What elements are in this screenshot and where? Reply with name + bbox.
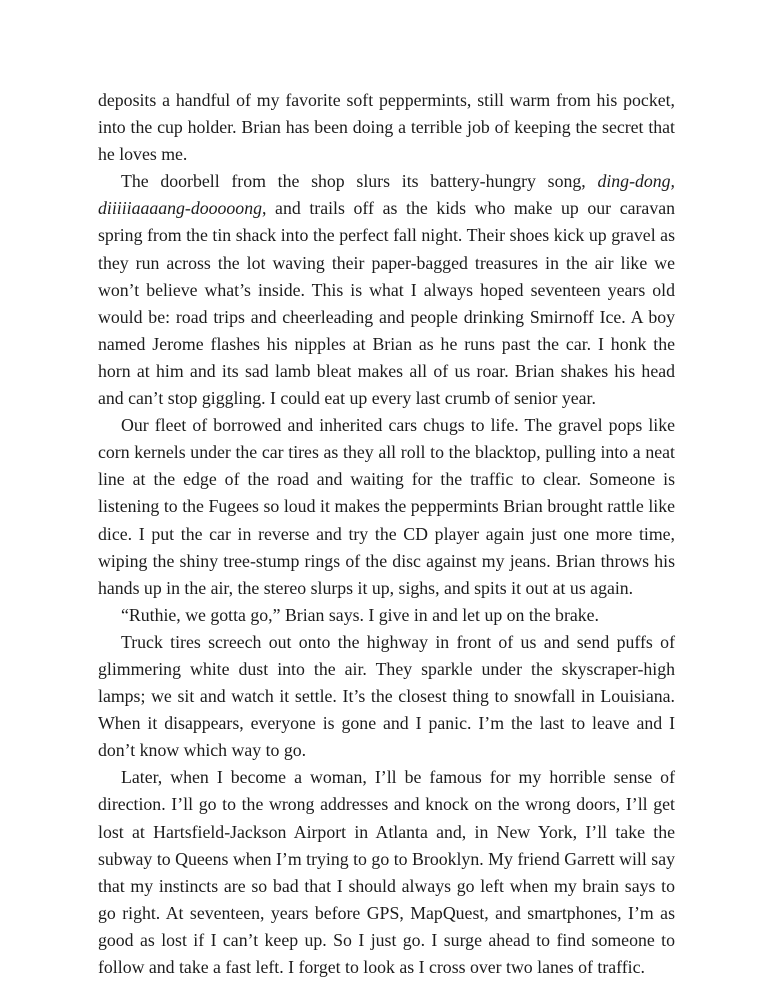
paragraph-6-text: Later, when I become a woman, I’ll be famous for my horrible sense of direction. I’ll go to the wrong addresses and knock on the wrong doors, I’ll get lost at Hartsfield-Jackson Airport in Atlanta and, in New York, I’ll take the subway to Queens when I’m trying to go to Brooklyn. My friend Garrett will say that my instincts are so bad that I should always go left when my brain says to go right. At seventeen, years before GPS, MapQuest, and smartphones, I’m as good as lost if I can’t keep up. So I just go. I surge ahead to find someone to follow and take a fast left. I forget to look as I cross over two lanes of traffic.	[98, 767, 675, 977]
paragraph-5	[98, 629, 675, 764]
paragraph-1	[98, 87, 675, 168]
paragraph-2	[98, 168, 675, 412]
paragraph-3	[98, 412, 675, 602]
paragraph-2-text-b: , and trails off as the kids who make up our caravan spring from the tin shack into the perfect fall night. Their shoes kick up gravel as they run across the lot waving their paper-bagged treasures in the air like we won’t believe what’s inside. This is what I always hoped seventeen years old would be: road trips and cheerleading and people drinking Smirnoff Ice. A boy named Jerome flashes his nipples at Brian as he runs past the car. I honk the horn at him and its sad lamb bleat makes all of us roar. Brian shakes his head and can’t stop giggling. I could eat up every last crumb of senior year.	[98, 198, 675, 409]
paragraph-2-italic-doorbell: ding-dong, diiiiiaaaang-dooooong	[98, 171, 675, 219]
paragraph-4-text: “Ruthie, we gotta go,” Brian says. I give in and let up on the brake.	[121, 604, 599, 625]
paragraph-6	[98, 764, 675, 981]
paragraph-2-text-a: The doorbell from the shop slurs its battery-hungry song,	[121, 171, 598, 192]
paragraph-5-text: Truck tires screech out onto the highway in front of us and send puffs of glimmering white dust into the air. They sparkle under the skyscraper-high lamps; we sit and watch it settle. It’s the closest thing to snowfall in Louisiana. When it disappears, everyone is gone and I panic. I’m the last to leave and I don’t know which way to go.	[98, 631, 675, 761]
paragraph-4	[98, 602, 675, 629]
paragraph-3-text: Our fleet of borrowed and inherited cars chugs to life. The gravel pops like corn kernels under the car tires as they all roll to the blacktop, pulling into a neat line at the edge of the road and waiting for the traffic to clear. Someone is listening to the Fugees so loud it makes the peppermints Brian brought rattle like dice. I put the car in reverse and try the CD player again just one more time, wiping the shiny tree-stump rings of the disc against my jeans. Brian throws his hands up in the air, the stereo slurps it up, sighs, and spits it out at us again.	[98, 415, 675, 598]
paragraph-1-text: deposits a handful of my favorite soft peppermints, still warm from his pocket, into the cup holder. Brian has been doing a terrible job of keeping the secret that he loves me.	[98, 90, 675, 165]
